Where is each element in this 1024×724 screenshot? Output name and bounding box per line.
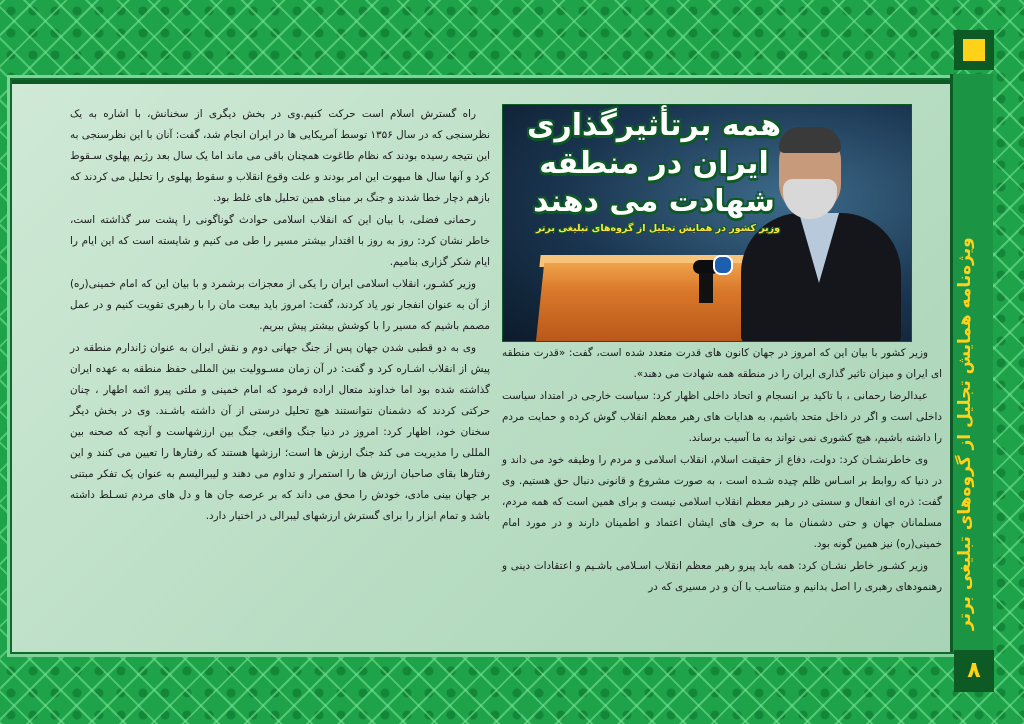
corner-ornament: [954, 30, 994, 70]
paragraph: رحمانی فضلی، با بیان این که انقلاب اسلامی حوادث گوناگونی را پشت سر گذاشته است، خاطر نشان کرد: روز به روز با اقتدار بیشتر مسیر را طی می کنیم و شایسته است که این ایام را ایام شکر گزاری بنامیم.: [70, 214, 490, 268]
paragraph: وزیر کشـور، انقلاب اسلامی ایران را یکی از معجزات برشمرد و با بیان این که امام خمینی(ره) از آن به عنوان انفجار نور یاد کردند، گفت: امروز باید بیعت مان را با رهبری تقویت کنیم و در عمل مصمم باشیم که مسیر را با کوشش بیشتر پیش ببریم.: [70, 278, 490, 332]
side-strip: [950, 74, 993, 652]
paragraph: وزیر کشور با بیان این که امروز در جهان کانون های قدرت متعدد شده است، گفت: «قدرت منطقه ای ایران و میزان تاثیر گذاری ایران را در منطقه همه شهادت می دهند».: [502, 347, 942, 380]
paragraph: وی خاطرنشـان کرد: دولت، دفاع از حقیقت اسلام، انقلاب اسلامی و مردم را وظیفه خود می داند و در دنیا که روابط بر اسـاس ظلم چیده شـده است ، به صورت مشروع و قانونی دنبال حق هستیم. وی گفت: ذره ای انفعال و سستی در رهبر معظم انقلاب اسلامی نیست و برای همین است که همه مردم، مسلمانان جهان و حتی دشمنان ما به حرف های ایشان اعتماد و اطمینان دارند و در مورد امام خمینی(ره) نیز همین گونه بود.: [502, 454, 942, 550]
photo-headline: همه برتأثیرگذاری ایران در منطقه شهادت می دهند: [526, 108, 781, 219]
speaker-photo: [502, 104, 912, 342]
vertical-title: ویژه‌نامه همایش تجلیل از گروه‌های تبلیغی برتر: [955, 237, 975, 631]
panel-top-border: [12, 80, 952, 84]
photo-subtitle: وزیر کشور در همایش تجلیل از گروه‌های تبلیغی برتر: [535, 223, 781, 234]
page-number: ۸: [954, 650, 994, 692]
right-text-column: [502, 343, 942, 599]
microphone-stand: [699, 273, 713, 303]
paragraph: وزیر کشـور خاطر نشـان کرد: همه باید پیرو رهبر معظم انقلاب اسـلامی باشـیم و اعتقادات دینی و رهنمودهای رهبری را اصل بدانیم و متناسـب با آن و در مسیری که در: [502, 560, 942, 593]
left-text-column: [70, 104, 490, 528]
paragraph: وی به دو قطبی شدن جهان پس از جنگ جهانی دوم و نقش ایران به عنوان ژاندارم منطقه در پیش از انقلاب اشـاره کرد و گفت: در آن زمان مسـوولیت بین المللی حفظ منطقه به عهده ایران گذاشته شده بود اما خداوند متعال اراده فرمود که امام خمینی و ملتی پیرو ائمه اطهار ، چنان حرکتی کردند که دشمنان نتوانستند هیچ تحلیل درستی از آن داشته باشـند. وی در بخش دیگر سخنان خود، اظهار کرد: امروز در دنیا جنگ واقعی، جنگ بین ارزشهاست و آنچه که صحنه بین المللی را مدیریت می کند جنگ ارزش ها است؛ ارزشها هستند که رفتارها را تعیین می کنند و این رفتارها بقای صاحبان ارزش ها را استمرار و تداوم می دهند و لیبرالیسم به عنوان یک تفکر مبتنی بر جهان بینی مادی، خودش را محق می داند که بر عرصه جان ها و دل های مردم تسـلط داشته باشد و تمام ابزار را برای گسترش ارزشهای لیبرالی در اختیار دارد.: [70, 342, 490, 522]
paragraph: راه گسترش اسلام است حرکت کنیم.وی در بخش دیگری از سخنانش، با اشاره به یک نظرسنجی که در سال ۱۳۵۶ توسط آمریکایی ها در ایران انجام شد، گفت: آنان با این نظرسنجی به این نتیجه رسیده بودند که نظام طاغوت همچنان باقی می ماند اما یک سال بعد رژیم پهلوی سـقوط کرد و آنها سال ها مبهوت این امر بودند و علت وقوع انقلاب و سقوط پهلوی را تحلیل می کردند که بازهم دچار خطا شدند و جنگ بر مبنای همین تحلیل های غلط بود.: [70, 108, 490, 204]
yellow-square-icon: [963, 39, 985, 61]
paragraph: عبدالرضا رحمانی ، با تاکید بر انسجام و اتحاد داخلی اظهار کرد: سیاست خارجی در امتداد سیاست داخلی است و اگر در داخل متحد باشیم، به هدایات های رهبر معظم انقلاب گوش کرده و حمایت مردم را داشته باشیم، هیچ کشوری نمی تواند به ما آسیب برساند.: [502, 390, 942, 444]
broadcaster-logo-icon: [713, 255, 733, 275]
